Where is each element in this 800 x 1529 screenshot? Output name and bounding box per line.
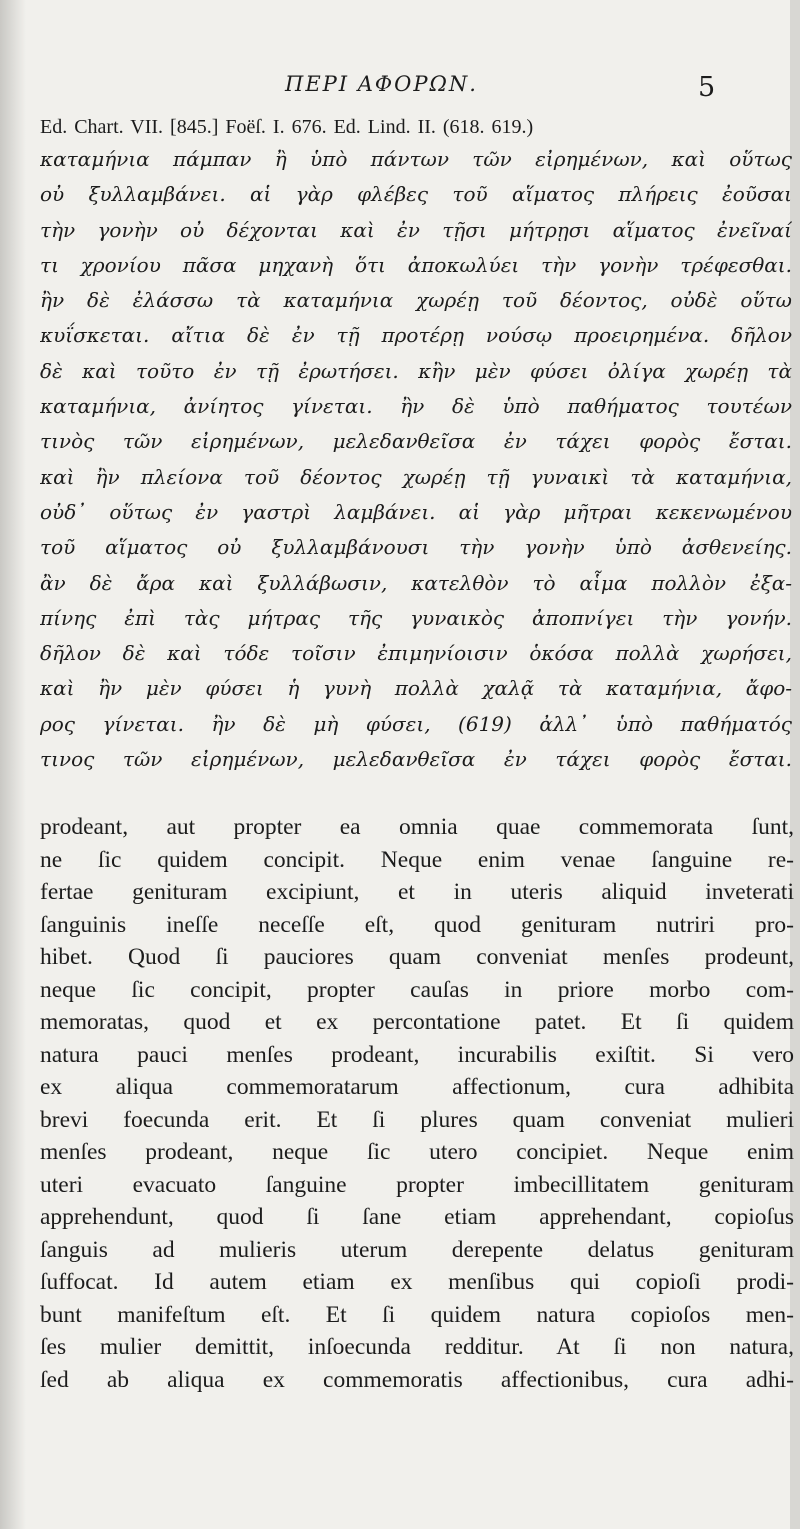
latin-line: ſes mulier demittit, inſoecunda redditur. At ſi non natura,: [40, 1334, 794, 1360]
latin-line: apprehendunt, quod ſi ſane etiam apprehendant, copioſus: [40, 1204, 794, 1230]
latin-line: prodeant, aut propter ea omnia quae commemorata ſunt,: [40, 814, 794, 840]
latin-line: natura pauci menſes prodeant, incurabilis exiſtit. Si vero: [40, 1041, 794, 1068]
latin-line: memoratas, quod et ex percontatione patet. Et ſi quidem: [40, 1009, 794, 1035]
latin-line: bunt manifeſtum eſt. Et ſi quidem natura copioſos men-: [40, 1301, 794, 1328]
greek-line: καὶ ἢν πλείονα τοῦ δέοντος χωρέῃ τῇ γυναικὶ τὰ καταμήνια,: [40, 464, 792, 489]
latin-line: ſanguinis ineſſe neceſſe eſt, quod genituram nutriri pro-: [40, 911, 794, 938]
greek-line: δὲ καὶ τοῦτο ἐν τῇ ἐρωτήσει. κἢν μὲν φύσει ὀλίγα χωρέῃ τὰ: [40, 358, 792, 383]
greek-line: κυΐσκεται. αἴτια δὲ ἐν τῇ προτέρῃ νούσῳ προειρημένα. δῆλον: [40, 323, 792, 348]
latin-line: fertae genituram excipiunt, et in uteris aliquid inveterati: [40, 879, 794, 905]
greek-line: τὴν γονὴν οὐ δέχονται καὶ ἐν τῇσι μήτρῃσι αἵματος ἐνεῖναί: [40, 217, 792, 242]
greek-text-block: [40, 142, 792, 777]
page-gutter-shadow: [0, 0, 26, 1529]
latin-text-block: [40, 811, 794, 1396]
greek-line: οὐ ξυλλαμβάνει. αἱ γὰρ φλέβες τοῦ αἵματος πλήρεις ἐοῦσαι: [40, 182, 792, 207]
page-number: 5: [698, 72, 716, 103]
greek-line: ἂν δὲ ἄρα καὶ ξυλλάβωσιν, κατελθὸν τὸ αἷμα πολλὸν ἐξα-: [40, 570, 792, 595]
latin-line: ſanguis ad mulieris uterum derepente delatus genituram: [40, 1236, 794, 1263]
greek-line: τοῦ αἵματος οὐ ξυλλαμβάνουσι τὴν γονὴν ὑπὸ ἀσθενείης.: [40, 535, 792, 560]
greek-line: καταμήνια πάμπαν ἢ ὑπὸ πάντων τῶν εἰρημένων, καὶ οὕτως: [40, 147, 792, 171]
greek-line: πίνης ἐπὶ τὰς μήτρας τῆς γυναικὸς ἀποπνίγει τὴν γονήν.: [40, 605, 792, 630]
latin-line: ne ſic quidem concipit. Neque enim venae ſanguine re-: [40, 846, 794, 873]
greek-line: καταμήνια, ἀνίητος γίνεται. ἢν δὲ ὑπὸ παθήματος τουτέων: [40, 394, 792, 419]
latin-line: ſuffocat. Id autem etiam ex menſibus qui copioſi prodi-: [40, 1269, 794, 1295]
latin-line: menſes prodeant, neque ſic utero concipiet. Neque enim: [40, 1139, 794, 1165]
latin-line: neque ſic concipit, propter cauſas in priore morbo com-: [40, 976, 794, 1003]
latin-line: hibet. Quod ſi pauciores quam conveniat menſes prodeunt,: [40, 944, 794, 970]
greek-line: τινος τῶν εἰρημένων, μελεδανθεῖσα ἐν τάχει φορὸς ἔσται.: [40, 747, 792, 772]
running-head: ΠΕΡΙ ΑΦΟΡΩΝ.: [285, 72, 478, 96]
greek-line: οὐδ᾽ οὕτως ἐν γαστρὶ λαμβάνει. αἱ γὰρ μῆτραι κεκενωμένου: [40, 499, 792, 524]
latin-line: ſed ab aliqua ex commemoratis affectionibus, cura adhi-: [40, 1366, 794, 1393]
latin-line: brevi foecunda erit. Et ſi plures quam conveniat mulieri: [40, 1106, 794, 1133]
latin-line: uteri evacuato ſanguine propter imbecillitatem genituram: [40, 1171, 794, 1198]
greek-line: καὶ ἢν μὲν φύσει ἡ γυνὴ πολλὰ χαλᾷ τὰ καταμήνια, ἄφο-: [40, 676, 792, 701]
latin-line: ex aliqua commemoratarum affectionum, cura adhibita: [40, 1074, 794, 1100]
greek-line: ἢν δὲ ἐλάσσω τὰ καταμήνια χωρέῃ τοῦ δέοντος, οὐδὲ οὕτω: [40, 288, 792, 313]
greek-line: τι χρονίου πᾶσα μηχανὴ ὅτι ἀποκωλύει τὴν γονὴν τρέφεσθαι.: [40, 252, 792, 277]
greek-line: δῆλον δὲ καὶ τόδε τοῖσιν ἐπιμηνίοισιν ὁκόσα πολλὰ χωρήσει,: [40, 641, 792, 666]
greek-line: τινὸς τῶν εἰρημένων, μελεδανθεῖσα ἐν τάχει φορὸς ἔσται.: [40, 429, 792, 454]
greek-line: ρος γίνεται. ἢν δὲ μὴ φύσει, (619) ἀλλ᾽ ὑπὸ παθήματός: [40, 711, 792, 736]
edition-reference: Ed. Chart. VII. [845.] Foëſ. I. 676. Ed. Lind. II. (618. 619.): [40, 116, 534, 138]
